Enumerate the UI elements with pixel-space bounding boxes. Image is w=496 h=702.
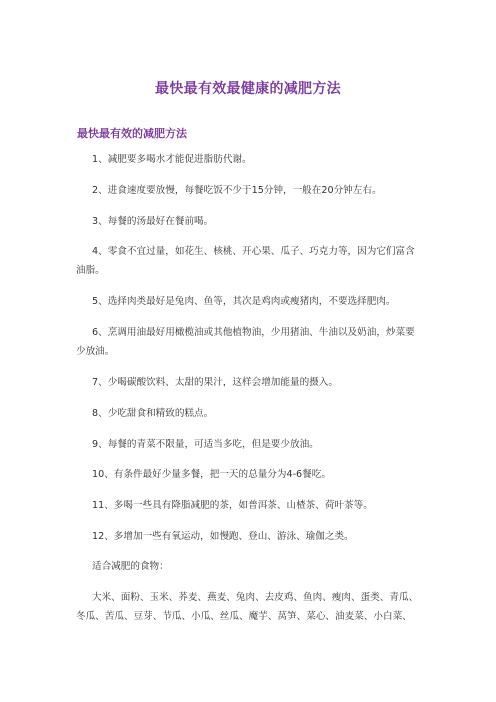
list-item: 9、每餐的青菜不限量，可适当多吃，但是要少放油。	[92, 439, 319, 450]
list-item: 10、有条件最好少量多餐，把一天的总量分为4-6餐吃。	[92, 469, 331, 480]
list-item: 11、多喝一些具有降脂减肥的茶，如普洱茶、山楂茶、荷叶茶等。	[92, 500, 373, 511]
list-item: 12、多增加一些有氧运动，如慢跑、登山、游泳、瑜伽之类。	[92, 531, 354, 542]
list-item: 6、烹调用油最好用橄榄油或其他植物油，少用猪油、牛油以及奶油，炒菜要少放油。	[76, 327, 415, 357]
list-item: 2、进食速度要放慢，每餐吃饭不少于15分钟，一般在20分钟左右。	[92, 185, 382, 196]
list-item: 8、少吃甜食和精致的糕点。	[92, 408, 214, 419]
list-item: 5、选择肉类最好是兔肉、鱼等，其次是鸡肉或瘦猪肉，不要选择肥肉。	[92, 296, 396, 307]
list-item: 4、零食不宜过量，如花生、核桃、开心果、瓜子、巧克力等，因为它们富含油脂。	[76, 246, 415, 276]
list-item: 1、减肥要多喝水才能促进脂肪代谢。	[92, 154, 252, 165]
section-heading: 最快最有效的减肥方法	[77, 127, 187, 140]
list-item: 3、每餐的汤最好在餐前喝。	[92, 216, 214, 227]
foods-text: 大米、面粉、玉米、荞麦、燕麦、兔肉、去皮鸡、鱼肉、瘦肉、蛋类、青瓜、冬瓜、苦瓜、豆芽、节瓜、小瓜、丝瓜、魔芋、莴笋、菜心、油麦菜、小白菜、	[76, 592, 419, 622]
foods-heading: 适合减肥的食物：	[92, 561, 169, 572]
page-title: 最快最有效最健康的减肥方法	[155, 81, 341, 97]
list-item: 7、少喝碳酸饮料、太甜的果汁，这样会增加能量的摄入。	[92, 377, 338, 388]
